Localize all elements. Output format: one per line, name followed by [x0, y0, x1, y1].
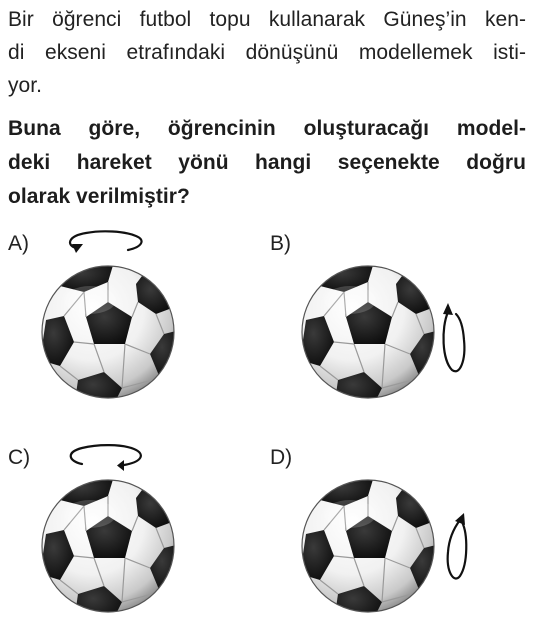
soccer-ball-d: [298, 476, 438, 616]
option-c-label[interactable]: C): [8, 446, 31, 469]
soccer-ball-c: [38, 476, 178, 616]
question-prompt-line-3: olarak verilmiştir?: [8, 185, 190, 208]
question-stem-line-3: yor.: [8, 74, 43, 97]
soccer-ball-a: [38, 262, 178, 402]
question-prompt-line-1: Buna göre, öğrencinin oluşturacağı model-: [8, 117, 526, 140]
rotation-arrow-icon-b: [436, 300, 470, 376]
soccer-ball-b: [298, 262, 438, 402]
option-d-label[interactable]: D): [270, 446, 293, 469]
rotation-arrow-icon-d: [440, 508, 476, 584]
rotation-arrow-icon-c: [62, 440, 146, 478]
question-stem-line-1: Bir öğrenci futbol topu kullanarak Güneş’in ken-: [8, 8, 526, 31]
option-a-label[interactable]: A): [8, 232, 29, 255]
option-b-label[interactable]: B): [270, 232, 291, 255]
question-stem-line-2: di ekseni etrafındaki dönüşünü modellemek isti-: [8, 41, 526, 64]
question-prompt-line-2: deki hareket yönü hangi seçenekte doğru: [8, 151, 526, 174]
rotation-arrow-icon-a: [62, 226, 146, 264]
